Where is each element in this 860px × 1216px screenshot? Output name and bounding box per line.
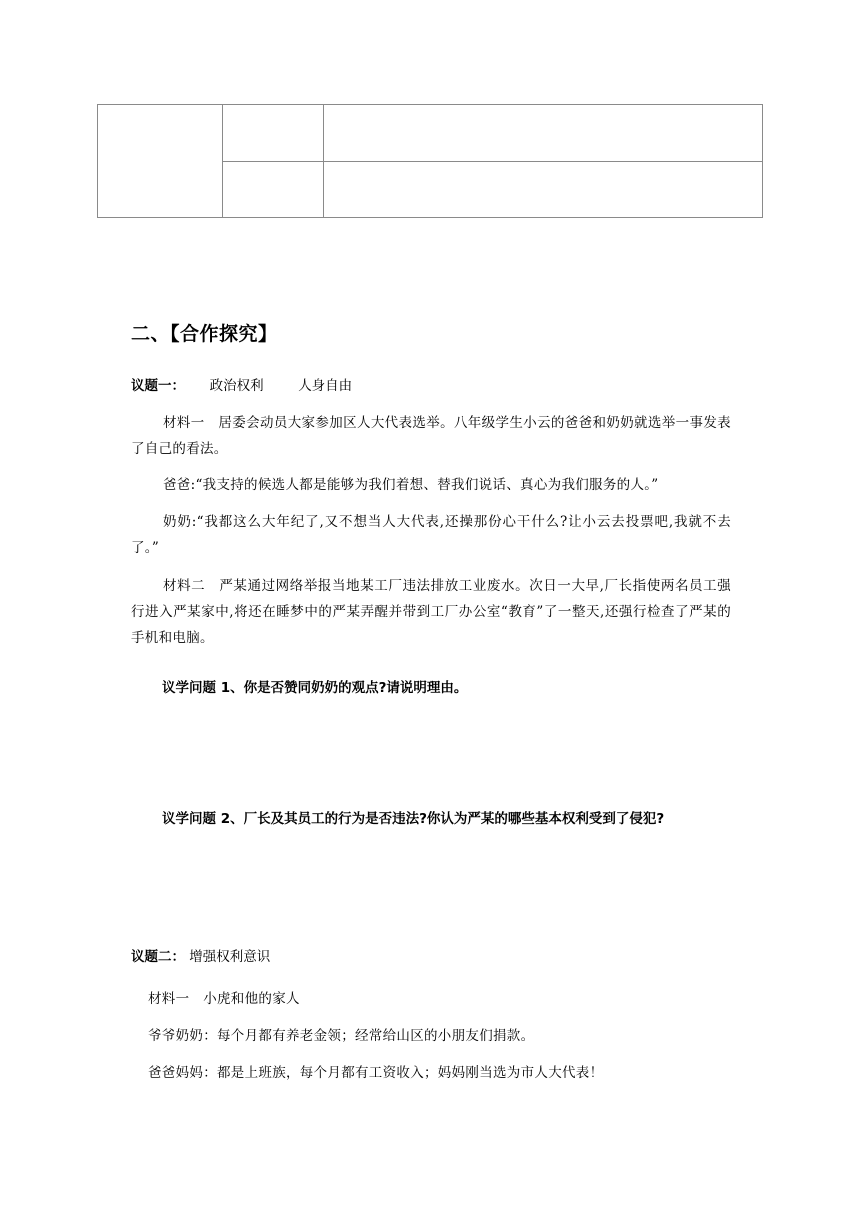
table-cell — [223, 105, 324, 162]
topic-two-heading — [131, 945, 270, 965]
table-cell — [324, 161, 763, 218]
question-two: 议学问题 2、厂长及其员工的行为是否违法?你认为严某的哪些基本权利受到了侵犯? — [162, 811, 665, 827]
parents-line: 爸爸妈妈：都是上班族，每个月都有工资收入；妈妈刚当选为市人大代表！ — [148, 1065, 604, 1081]
material-two-paragraph: 材料二 严某通过网络举报当地某工厂违法排放工业废水。次日一大早,厂长指使两名员工强行进入严某家中,将还在睡梦中的严某弄醒并带到工厂办公室“教育”了一整天,还强行检查了严某的手机和电脑。 — [131, 578, 731, 646]
table-cell — [324, 105, 763, 162]
dad-quote: 爸爸:“我支持的候选人都是能够为我们着想、替我们说话、真心为我们服务的人。” — [163, 477, 659, 493]
answer-table — [97, 104, 763, 218]
topic-one-heading — [131, 374, 352, 394]
section-title: 二、【合作探究】 — [131, 323, 278, 345]
topic-one-part-b: 人身自由 — [298, 378, 353, 394]
material-one-paragraph: 材料一 居委会动员大家参加区人大代表选举。八年级学生小云的爸爸和奶奶就选举一事发表了自己的看法。 — [131, 415, 731, 457]
topic-one-part-a: 政治权利 — [209, 378, 264, 394]
topic-two-material-one: 材料一 小虎和他的家人 — [148, 991, 300, 1007]
table-row — [98, 105, 763, 162]
topic-two-label: 议题二： — [131, 949, 185, 965]
grandma-quote: 奶奶:“我都这么大年纪了,又不想当人大代表,还操那份心干什么?让小云去投票吧,我就不去了。” — [131, 514, 731, 556]
grandparents-line: 爷爷奶奶：每个月都有养老金领；经常给山区的小朋友们捐款。 — [148, 1028, 535, 1044]
table-cell — [223, 161, 324, 218]
topic-one-label: 议题一： — [131, 378, 185, 394]
topic-two-text: 增强权利意识 — [189, 949, 271, 965]
table-cell-merged — [98, 105, 223, 218]
question-one: 议学问题 1、你是否赞同奶奶的观点?请说明理由。 — [162, 680, 468, 696]
